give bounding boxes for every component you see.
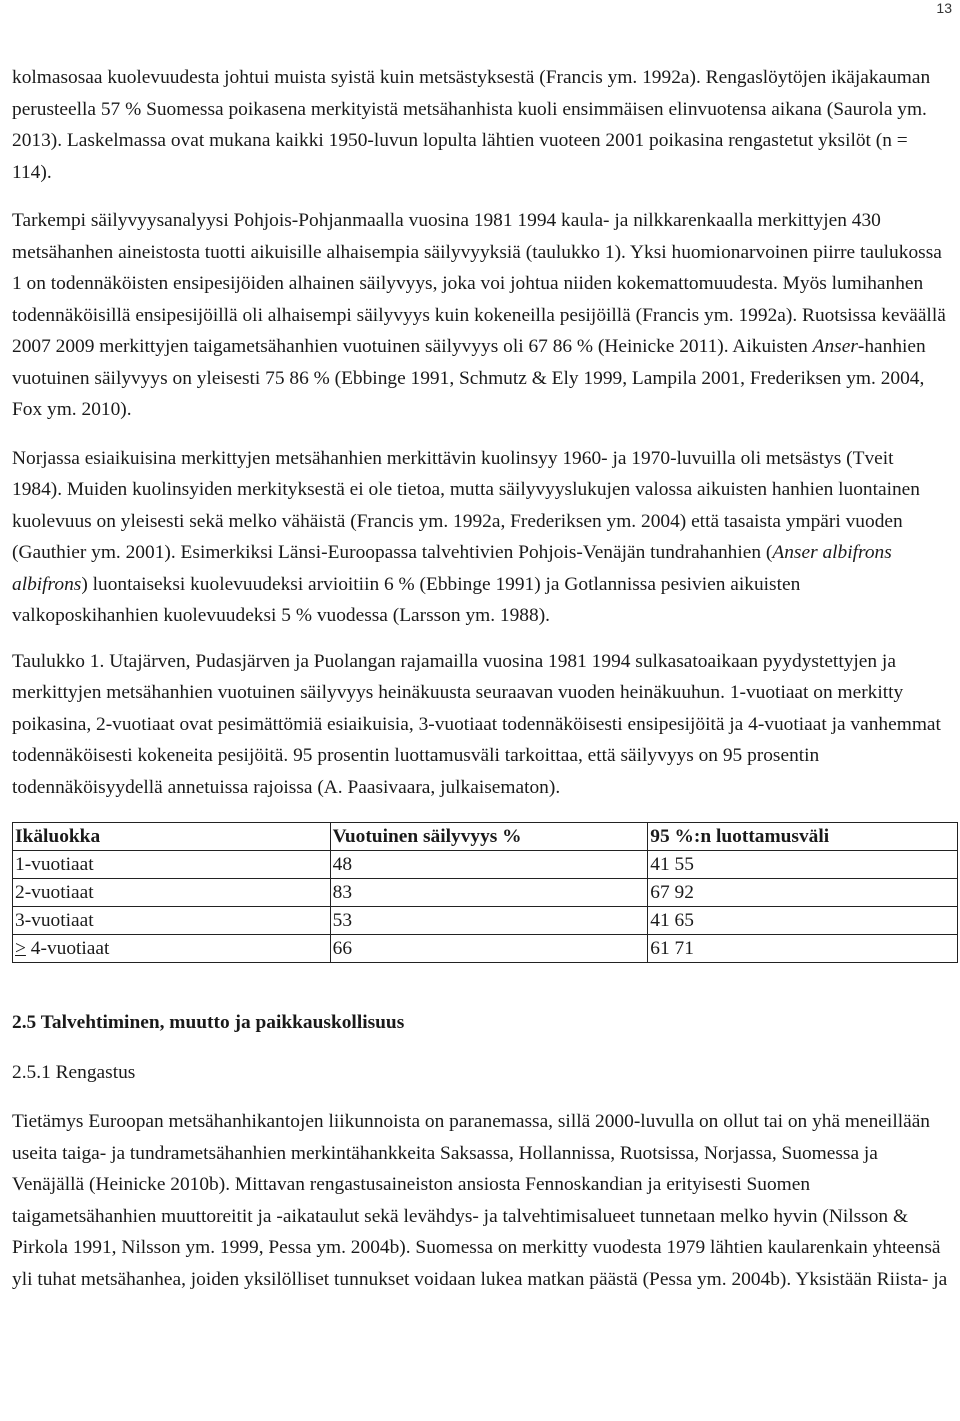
header-annual-survival: Vuotuinen säilyvyys % xyxy=(330,823,648,851)
document-body xyxy=(12,62,948,1295)
cell-age-class: 3-vuotiaat xyxy=(13,907,331,935)
cell-interval: 41 55 xyxy=(648,851,958,879)
paragraph-text: -hanhien vuotuinen säilyvyys on yleisesti 75 86 % (Ebbinge 1991, Schmutz & Ely 1999, Lampila 2001, Frederiksen ym. 2004, Fox ym. 2010). xyxy=(12,336,926,420)
table-caption: Taulukko 1. Utajärven, Pudasjärven ja Puolangan rajamailla vuosina 1981 1994 sulkasatoaikaan pyydystettyjen ja merkittyjen metsähanhien vuotuinen säilyvyys heinäkuusta seuraavan vuoden heinäkuuhun. 1-vuotiaat on merkitty poikasina, 2-vuotiaat ovat pesimättömiä esiaikuisia, 3-vuotiaat todennäköisesti ensipesijöitä ja 4-vuotiaat ja vanhemmat todennäköisesti kokeneita pesijöitä. 95 prosentin luottamusväli tarkoittaa, että säilyvyys on 95 prosentin todennäköisyydellä annetuissa rajoissa (A. Paasivaara, julkaisematon). xyxy=(12,650,941,798)
greater-equal-symbol: > xyxy=(15,938,26,959)
species-name: Anser albifrons albifrons xyxy=(12,542,892,595)
section-heading: 2.5 Talvehtiminen, muutto ja paikkauskollisuus xyxy=(12,1012,405,1033)
table-row xyxy=(13,935,958,963)
cell-survival: 48 xyxy=(330,851,648,879)
cell-age-class xyxy=(13,935,331,963)
page-number: 13 xyxy=(936,0,952,16)
cell-age-class-label: 4-vuotiaat xyxy=(30,938,110,959)
cell-interval: 41 65 xyxy=(648,907,958,935)
cell-interval: 67 92 xyxy=(648,879,958,907)
species-genus: Anser xyxy=(812,336,858,357)
paragraph-text: Norjassa esiaikuisina merkittyjen metsähanhien merkittävin kuolinsyy 1960- ja 1970-luvuilla oli metsästys (Tveit 1984). Muiden kuolinsyiden merkityksestä ei ole tietoa, mutta säilyvyyslukujen valossa aikuisten hanhien luontainen kuolevuus on yleisesti sekä melko vähäistä (Francis ym. 1992a, Frederiksen ym. 2004) että tasaista ympäri vuoden (Gauthier ym. 2001). Esimerkiksi Länsi-Euroopassa talvehtivien Pohjois-Venäjän tundrahanhien ( xyxy=(12,447,920,563)
header-age-class: Ikäluokka xyxy=(13,823,331,851)
subsection-heading: 2.5.1 Rengastus xyxy=(12,1061,136,1083)
paragraph-mortality: kolmasosaa kuolevuudesta johtui muista syistä kuin metsästyksestä (Francis ym. 1992a). Rengaslöytöjen ikäjakauman perusteella 57 % Suomessa poikasena merkityistä metsähanhista kuoli ensimmäisen elinvuotensa aikana (Saurola ym. 2013). Laskelmassa ovat mukana kaikki 1950-luvun lopulta lähtien vuoteen 2001 poikasina rengastetut yksilöt (n = 114). xyxy=(12,67,931,183)
paragraph-ringing: Tietämys Euroopan metsähanhikantojen liikunnoista on paranemassa, sillä 2000-luvulla on ollut tai on yhä meneillään useita taiga- ja tundrametsähanhien merkintähankkeita Saksassa, Hollannissa, Ruotsissa, Norjassa, Suomessa ja Venäjällä (Heinicke 2010b). Mittavan rengastusaineiston ansiosta Fennoskandian ja erityisesti Suomen taigametsähanhien muuttoreitit ja -aikataulut sekä levähdys- ja talvehtimisalueet tunnetaan melko hyvin (Nilsson & Pirkola 1991, Nilsson ym. 1999, Pessa ym. 2004b). Suomessa on merkitty vuodesta 1979 lähtien kaularenkain yhteensä yli tuhat metsähanhea, joiden yksilölliset tunnukset voidaan lukea matkan päästä (Pessa ym. 2004b). Yksistään Riista- ja xyxy=(12,1111,948,1290)
header-confidence-interval: 95 %:n luottamusväli xyxy=(648,823,958,851)
table-row xyxy=(13,879,958,907)
table-header-row xyxy=(13,823,958,851)
survival-table xyxy=(12,822,958,963)
cell-survival: 66 xyxy=(330,935,648,963)
cell-interval: 61 71 xyxy=(648,935,958,963)
cell-survival: 83 xyxy=(330,879,648,907)
table-row xyxy=(13,907,958,935)
cell-survival: 53 xyxy=(330,907,648,935)
table-row xyxy=(13,851,958,879)
paragraph-text: ) luontaiseksi kuolevuudeksi arvioitiin 6 % (Ebbinge 1991) ja Gotlannissa pesivien aikuisten valkoposkihanhien kuolevuudeksi 5 % vuodessa (Larsson ym. 1988). xyxy=(12,573,801,626)
paragraph-natural-mortality xyxy=(12,443,948,632)
cell-age-class: 1-vuotiaat xyxy=(13,851,331,879)
paragraph-text: Tarkempi säilyvyysanalyysi Pohjois-Pohjanmaalla vuosina 1981 1994 kaula- ja nilkkarenkaalla merkittyjen 430 metsähanhen aineistosta tuotti aikuisille alhaisempia säilyvyyksiä (taulukko 1). Yksi huomionarvoinen piirre taulukossa 1 on todennäköisten ensipesijöiden alhainen säilyvyys, joka voi johtua niiden kokemattomuudesta. Myös lumihanhen todennäköisillä ensipesijöillä oli alhaisempi säilyvyys kuin kokeneilla pesijöillä (Francis ym. 1992a). Ruotsissa keväällä 2007 2009 merkittyjen taigametsähanhien vuotuinen säilyvyys oli 67 86 % (Heinicke 2011). Aikuisten xyxy=(12,210,946,357)
cell-age-class: 2-vuotiaat xyxy=(13,879,331,907)
paragraph-survival-analysis xyxy=(12,205,948,426)
